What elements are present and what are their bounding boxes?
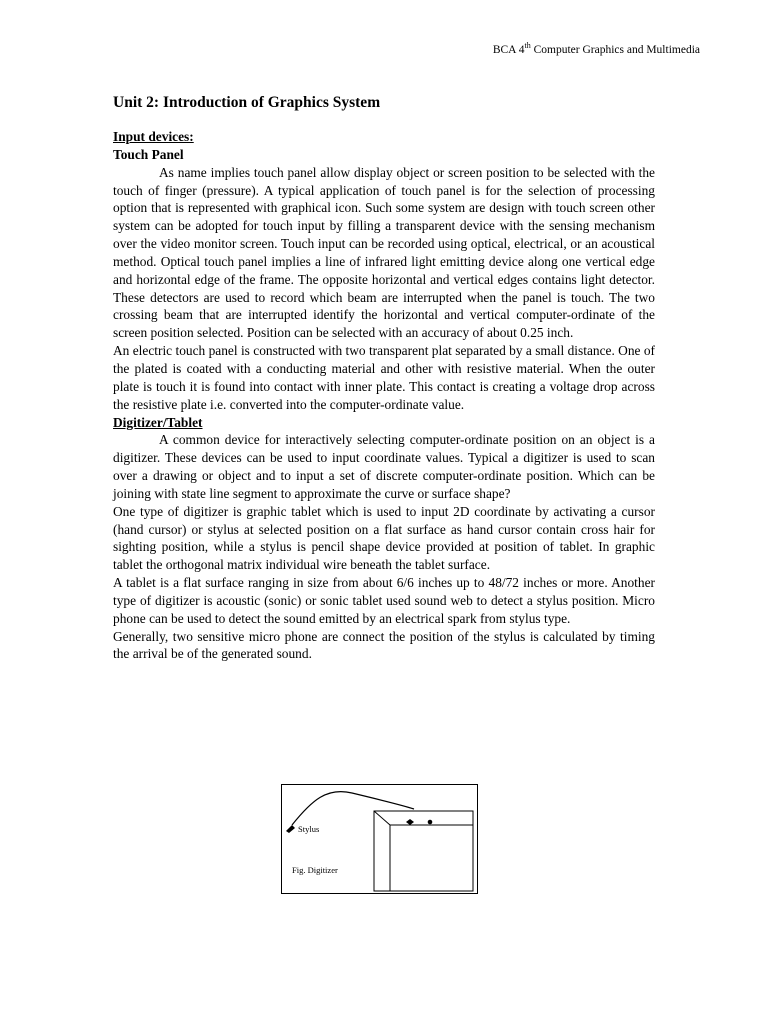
digitizer-paragraph-2: One type of digitizer is graphic tablet which is used to input 2D coordinate by activating a cursor (hand cursor) or stylus at selected position on a flat surface as hand cursor contain cross hair for sighting position, while a stylus is pencil shape device provided at position of tablet. In graphic tablet the orthogonal matrix individual wire beneath the tablet surface. xyxy=(113,503,655,573)
digitizer-paragraph-3: A tablet is a flat surface ranging in size from about 6/6 inches up to 48/72 inches or more. Another type of digitizer is acoustic (sonic) or sonic tablet used sound web to detect a stylus position. Micro phone can be used to detect the sound emitted by an electrical spark from stylus type. xyxy=(113,575,655,626)
digitizer-illustration xyxy=(282,785,479,895)
tablet-edge-line xyxy=(374,811,390,825)
page-header xyxy=(492,41,700,56)
microphone-1-icon xyxy=(406,819,414,825)
microphone-2-icon xyxy=(428,820,433,825)
header-course-prefix: BCA 4 xyxy=(492,44,525,56)
unit-title: Unit 2: Introduction of Graphics System xyxy=(113,94,381,111)
header-course-sup: th xyxy=(524,41,531,51)
digitizer-heading: Digitizer/Tablet xyxy=(113,414,203,430)
digitizer-figure xyxy=(281,784,478,894)
stylus-icon xyxy=(286,825,295,833)
document-body xyxy=(113,92,655,663)
tablet-surface xyxy=(390,825,473,891)
header-course-suffix: Computer Graphics and Multimedia xyxy=(530,44,700,56)
digitizer-paragraph-1: A common device for interactively selecting computer-ordinate position on an object is a digitizer. These devices can be used to input coordinate values. Typical a digitizer is used to scan over a drawing or object and to input a set of discrete computer-ordinate position. Which can be joining with state line segment to approximate the curve or surface shape? xyxy=(113,432,655,501)
touch-panel-heading: Touch Panel xyxy=(113,146,184,162)
stylus-label: Stylus xyxy=(298,824,320,834)
digitizer-paragraph-4: Generally, two sensitive micro phone are connect the position of the stylus is calculated by timing the arrival be of the generated sound. xyxy=(113,628,655,662)
figure-caption: Fig. Digitizer xyxy=(292,865,338,875)
input-devices-heading: Input devices: xyxy=(113,129,194,144)
stylus-cable xyxy=(292,792,414,825)
touch-panel-paragraph-2: An electric touch panel is constructed with two transparent plat separated by a small distance. One of the plated is coated with a conducting material and other with resistive material. When the outer plate is touch it is found into contact with inner plate. This contact is creating a voltage drop across the resistive plate i.e. converted into the computer-ordinate value. xyxy=(113,343,655,412)
touch-panel-paragraph-1: As name implies touch panel allow display object or screen position to be selected with the touch of finger (pressure). A typical application of touch panel is for the selection of processing option that is represented with graphical icon. Such some system are design with touch screen other system can be adopted for touch input by filling a transparent device with the sensing mechanism over the video monitor screen. Touch input can be recorded using optical, electrical, or an acoustical method. Optical touch panel implies a line of infrared light emitting device along one vertical edge and horizontal edge of the frame. The opposite horizontal and vertical edges contains light detector. These detectors are used to record which beam are interrupted when the panel is touch. The two crossing beam that are interrupted identify the horizontal and vertical computer-ordinate of the screen position selected. Position can be selected with an accuracy of about 0.25 inch. xyxy=(113,164,655,341)
tablet-frame xyxy=(374,811,473,891)
